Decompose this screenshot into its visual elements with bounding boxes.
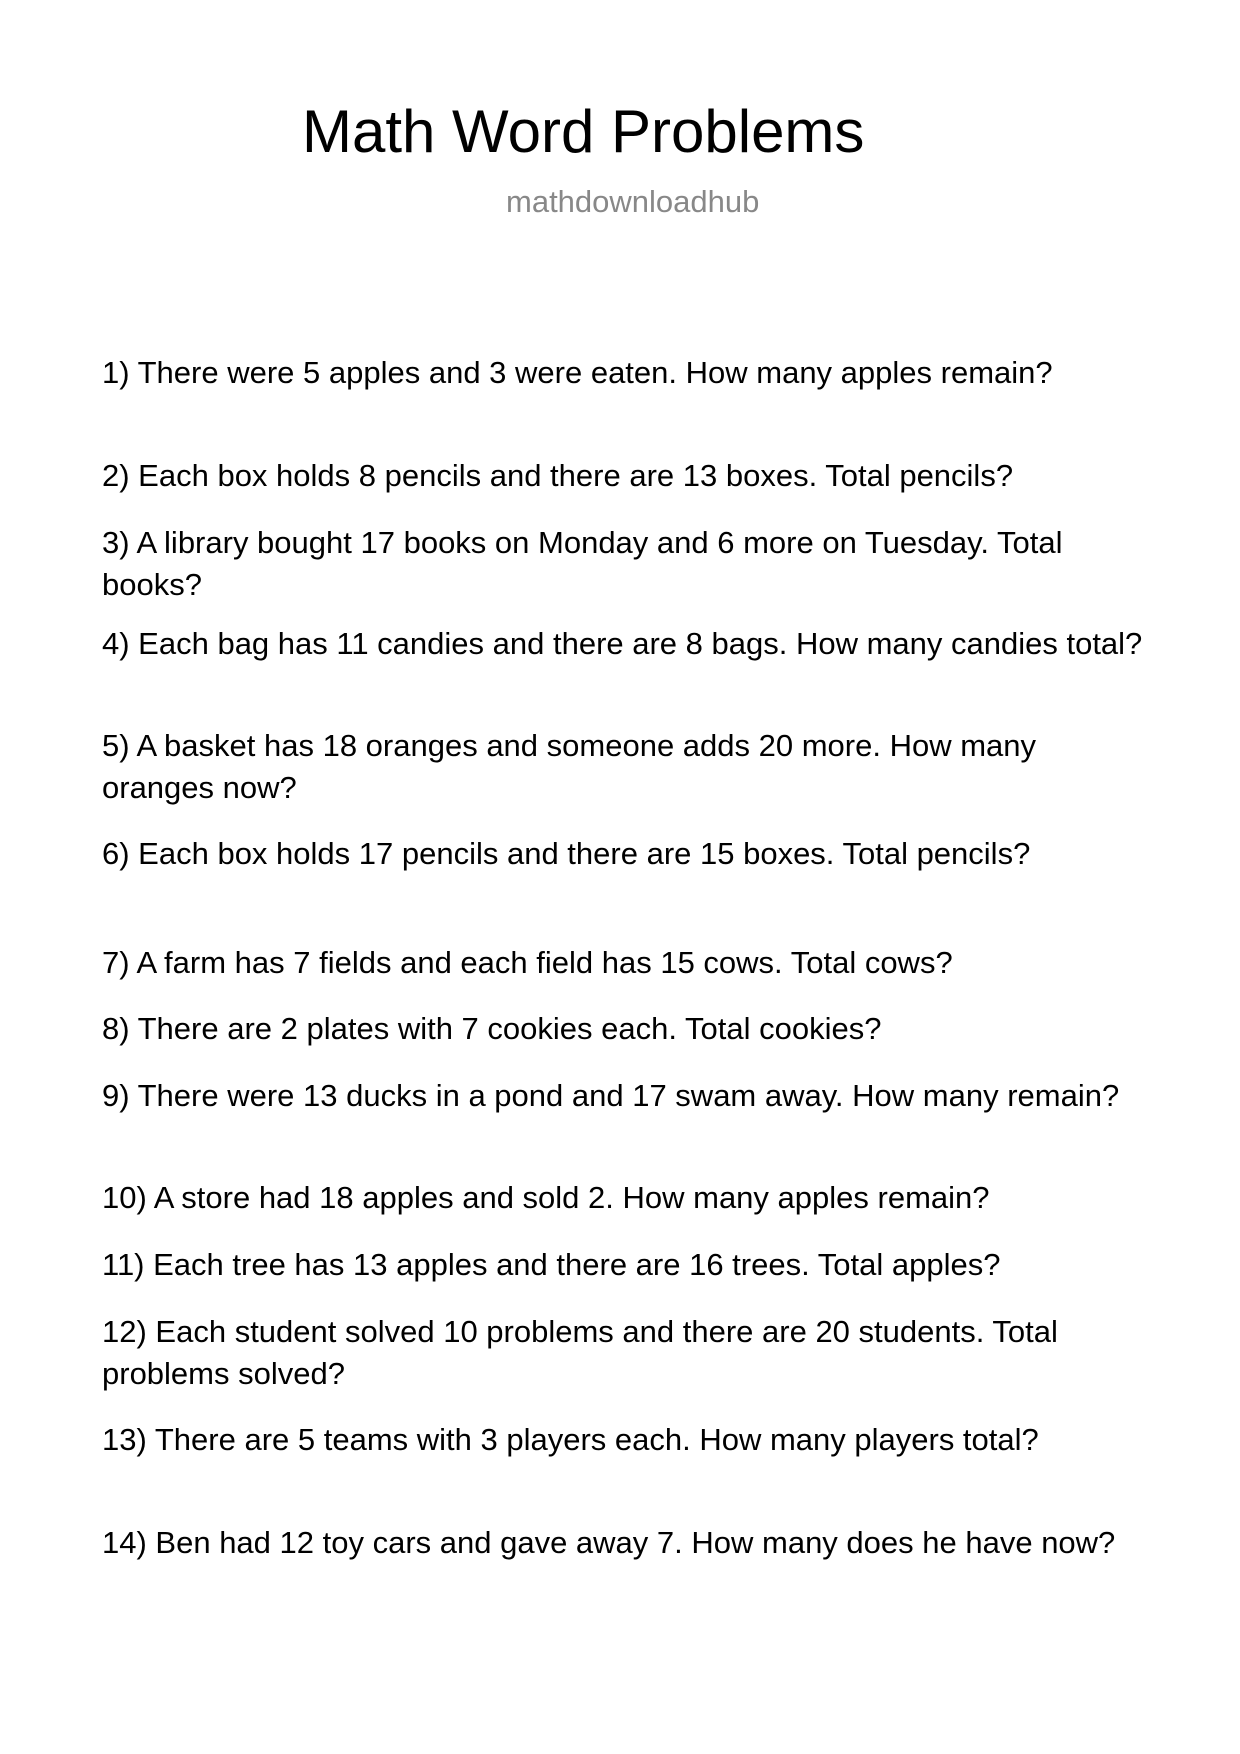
problem-item: 6) Each box holds 17 pencils and there are 15 boxes. Total pencils? bbox=[102, 836, 1031, 871]
problem-item: 11) Each tree has 13 apples and there are 16 trees. Total apples? bbox=[102, 1247, 1001, 1282]
problem-item: 12) Each student solved 10 problems and there are 20 students. Total problems solved? bbox=[102, 1314, 1058, 1391]
problem-item: 1) There were 5 apples and 3 were eaten. How many apples remain? bbox=[102, 355, 1053, 390]
page-subtitle: mathdownloadhub bbox=[506, 184, 760, 219]
problem-item: 3) A library bought 17 books on Monday and 6 more on Tuesday. Total books? bbox=[102, 525, 1063, 602]
page-title: Math Word Problems bbox=[302, 98, 865, 165]
problem-item: 13) There are 5 teams with 3 players each. How many players total? bbox=[102, 1422, 1039, 1457]
problem-item: 10) A store had 18 apples and sold 2. How many apples remain? bbox=[102, 1180, 990, 1215]
problem-item: 4) Each bag has 11 candies and there are 8 bags. How many candies total? bbox=[102, 626, 1143, 661]
problem-item: 7) A farm has 7 fields and each field has 15 cows. Total cows? bbox=[102, 945, 953, 980]
problem-item: 5) A basket has 18 oranges and someone adds 20 more. How many oranges now? bbox=[102, 728, 1037, 805]
problem-item: 14) Ben had 12 toy cars and gave away 7. How many does he have now? bbox=[102, 1525, 1116, 1560]
problem-item: 8) There are 2 plates with 7 cookies each. Total cookies? bbox=[102, 1011, 882, 1046]
problem-item: 2) Each box holds 8 pencils and there are 13 boxes. Total pencils? bbox=[102, 458, 1014, 493]
problem-item: 9) There were 13 ducks in a pond and 17 swam away. How many remain? bbox=[102, 1078, 1120, 1113]
